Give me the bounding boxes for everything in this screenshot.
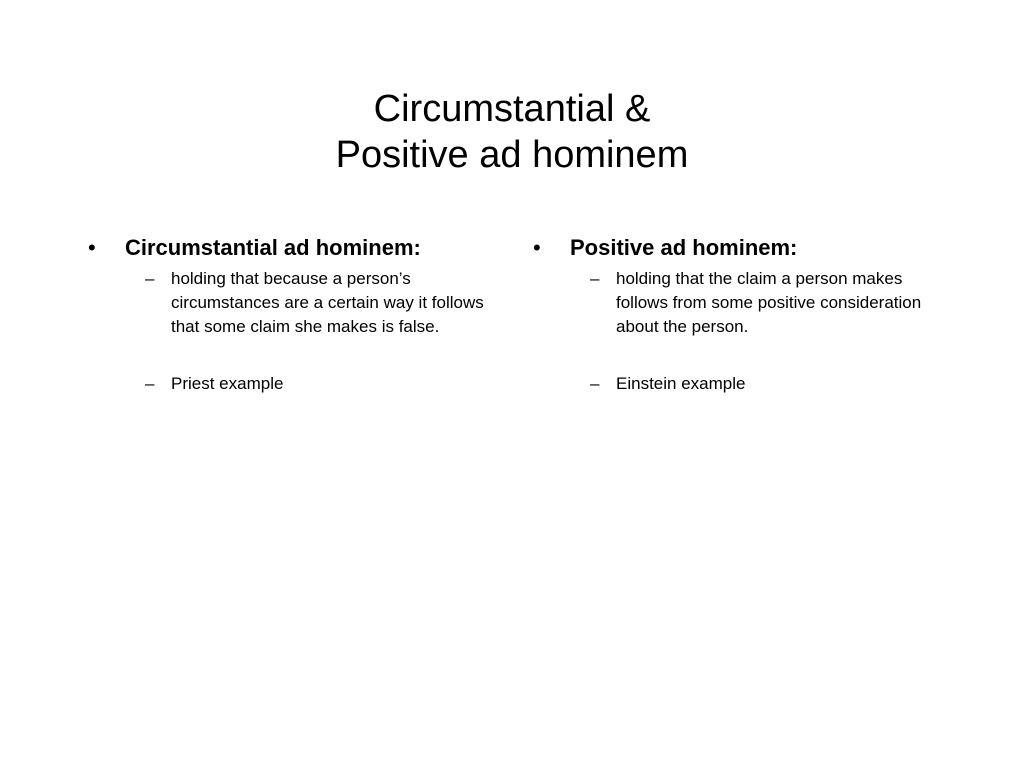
right-sub-item (590, 267, 953, 339)
dash-marker: – (590, 374, 600, 393)
right-bullet (533, 233, 953, 263)
right-sub-item-text: holding that the claim a person makes follows from some positive consideration about the person. (616, 269, 922, 336)
left-heading: Circumstantial ad hominem: (125, 235, 421, 260)
dash-marker: – (590, 269, 600, 288)
slide-title-line-1: Circumstantial & (373, 88, 651, 130)
slide-title (112, 86, 912, 178)
left-sub-item (145, 267, 508, 339)
right-sub-item-text: Einstein example (616, 374, 746, 393)
right-column (533, 233, 953, 396)
left-sub-item (145, 372, 508, 396)
left-column (88, 233, 508, 396)
right-heading: Positive ad hominem: (570, 235, 798, 260)
slide-title-line-2: Positive ad hominem (335, 134, 689, 176)
left-bullet (88, 233, 508, 263)
bullet-marker: • (533, 235, 541, 260)
right-sub-item (590, 372, 953, 396)
left-sub-item-text: Priest example (171, 374, 284, 393)
left-sub-item-text: holding that because a person’s circumstances are a certain way it follows that some claim she makes is false. (171, 269, 484, 336)
dash-marker: – (145, 269, 155, 288)
bullet-marker: • (88, 235, 96, 260)
dash-marker: – (145, 374, 155, 393)
